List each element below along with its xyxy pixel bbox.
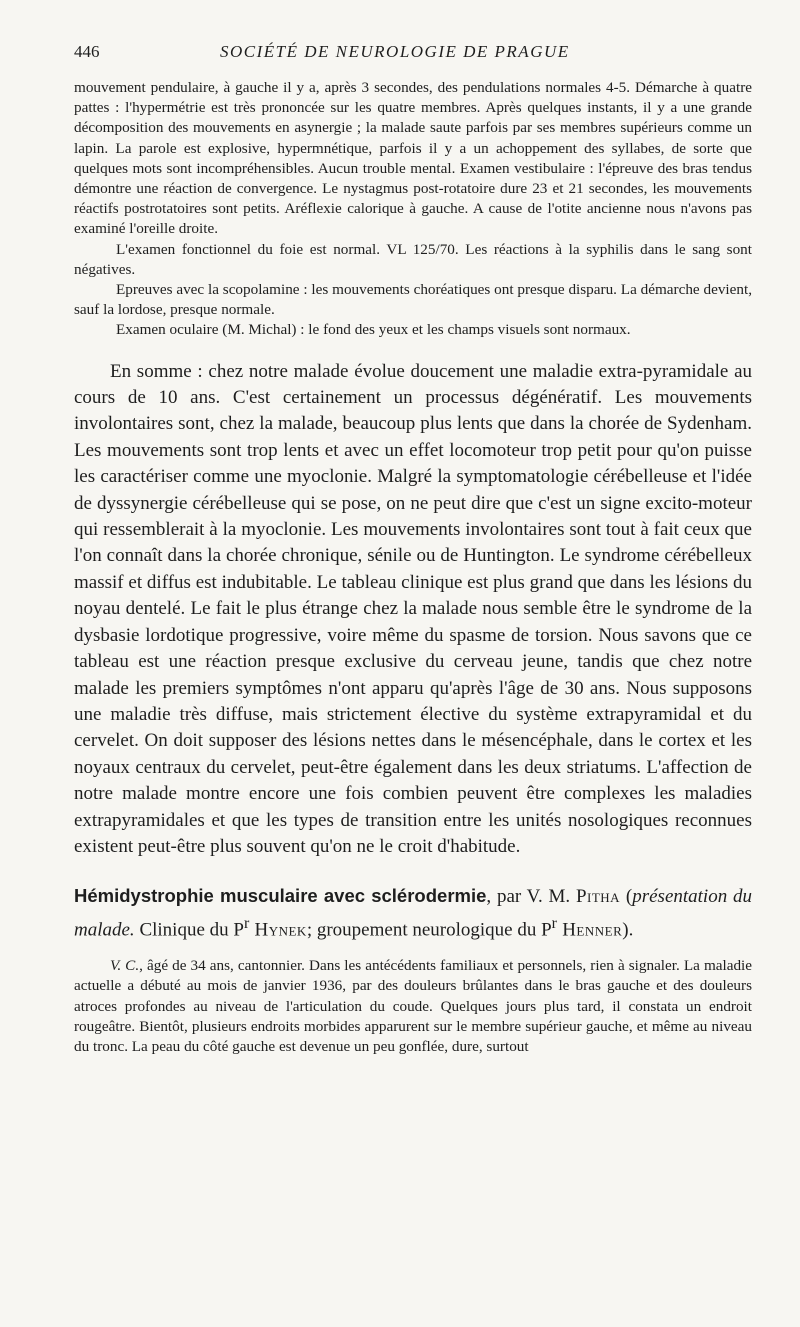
page-number: 446 bbox=[74, 42, 100, 61]
case-report bbox=[74, 956, 752, 1058]
section-close: ). bbox=[622, 919, 634, 941]
section-group-prefix: ; groupement neurologique du P bbox=[306, 919, 552, 941]
examination-notes bbox=[74, 78, 752, 341]
note-paragraph-1: mouvement pendulaire, à gauche il y a, après 3 secondes, des pendulations normales 4-5. Démarche à quatre pattes : l'hypermétrie est très prononcée sur les quatre membres. Après quelques instants, il y a une grande décomposition des mouvements en asynergie ; la malade saute parfois par ses membres supérieurs comme un lapin. La parole est explosive, hypermnétique, parfois il y a un achoppement des syllabes, de sorte que quelques mots sont incompréhensibles. Aucun trouble mental. Examen vestibulaire : l'épreuve des bras tendus démontre une réaction de convergence. Le nystagmus post-rotatoire dure 23 et 21 secondes, les mouvements réactifs postrotatoires sont petits. Aréflexie calorique à gauche. A cause de l'otite ancienne nous n'avons pas examiné l'oreille droite. bbox=[74, 79, 752, 238]
section-group-name: Henner bbox=[556, 919, 623, 941]
note-paragraph-3: Epreuves avec la scopolamine : les mouvements choréatiques ont presque disparu. La démarche devient, sauf la lordose, presque normale. bbox=[74, 281, 752, 319]
running-head bbox=[74, 42, 752, 68]
case-paragraph bbox=[74, 956, 752, 1058]
section-title: Hémidystrophie musculaire avec sclérodermie bbox=[74, 885, 487, 907]
section-by: , par V. M. bbox=[486, 886, 576, 908]
discussion-paragraph: En somme : chez notre malade évolue doucement une maladie extra-pyramidale au cours de 10 ans. C'est certainement un processus dégénératif. Les mouvements involontaires sont, chez la malade, beaucoup plus lents que dans la chorée de Sydenham. Les mouvements sont trop lents et avec un effet locomoteur trop petit pour qu'on puisse les caractériser comme une myoclonie. Malgré la symptomatologie cérébelleuse et l'idée de dyssynergie cérébelleuse qui se pose, on ne peut dire que c'est un signe excito-moteur qui ressemblerait à la myoclonie. Les mouvements involontaires sont tout à fait ceux que l'on connaît dans la chorée chronique, sénile ou de Huntington. Le syndrome cérébelleux massif et diffus est indubitable. Le tableau clinique est plus grand que dans les lésions du noyau dentelé. Le fait le plus étrange chez la malade nous semble être le syndrome de la dysbasie lordotique progressive, voire même du spasme de torsion. Nous savons que ce tableau est une réaction presque exclusive du cerveau jeune, tandis que chez notre malade les premiers symptômes n'ont apparu qu'après l'âge de 30 ans. Nous supposons une maladie très diffuse, mais strictement élective du système extrapyramidal et du cervelet. On doit supposer des lésions nettes dans le mésencéphale, dans le cortex et les noyaux centraux du cervelet, peut-être également dans les deux striatums. L'affection de notre malade montre encore une fois combien peuvent être complexes les maladies extrapyramidales et que les types de transition entre les unités nosologiques reconnues existent peut-être plus souvent qu'on ne le croit d'habitude. bbox=[74, 360, 752, 857]
note-paragraph-4: Examen oculaire (M. Michal) : le fond des yeux et les champs visuels sont normaux. bbox=[116, 321, 631, 339]
note-paragraph-2: L'examen fonctionnel du foie est normal. VL 125/70. Les réactions à la syphilis dans le sang sont négatives. bbox=[74, 240, 752, 278]
section-clinic-prefix: Clinique du P bbox=[134, 919, 244, 941]
case-text: , âgé de 34 ans, cantonnier. Dans les antécédents familiaux et personnels, rien à signaler. La maladie actuelle a débuté au mois de janvier 1936, par des douleurs brûlantes dans le bras gauche et des douleurs atroces profondes au niveau de l'articulation du coude. Quelques jours plus tard, il constata un endroit rougeâtre. Bientôt, plusieurs endroits morbides apparurent sur le membre supérieur gauche, et même au niveau du tronc. La peau du côté gauche est devenue un peu gonflée, dure, surtout bbox=[74, 956, 753, 1056]
section-author: Pitha bbox=[575, 886, 621, 908]
section-open-paren: ( bbox=[620, 886, 633, 908]
section-presentation: présentation du malade. bbox=[74, 886, 753, 941]
section-clinic-sup: r bbox=[243, 915, 250, 933]
section-group-sup: r bbox=[551, 915, 557, 933]
section-heading bbox=[74, 882, 752, 943]
case-initials: V. C. bbox=[110, 956, 140, 974]
journal-title: SOCIÉTÉ DE NEUROLOGIE DE PRAGUE bbox=[220, 42, 570, 61]
discussion-block bbox=[74, 359, 752, 861]
section-clinic-name: Hynek bbox=[249, 919, 307, 941]
